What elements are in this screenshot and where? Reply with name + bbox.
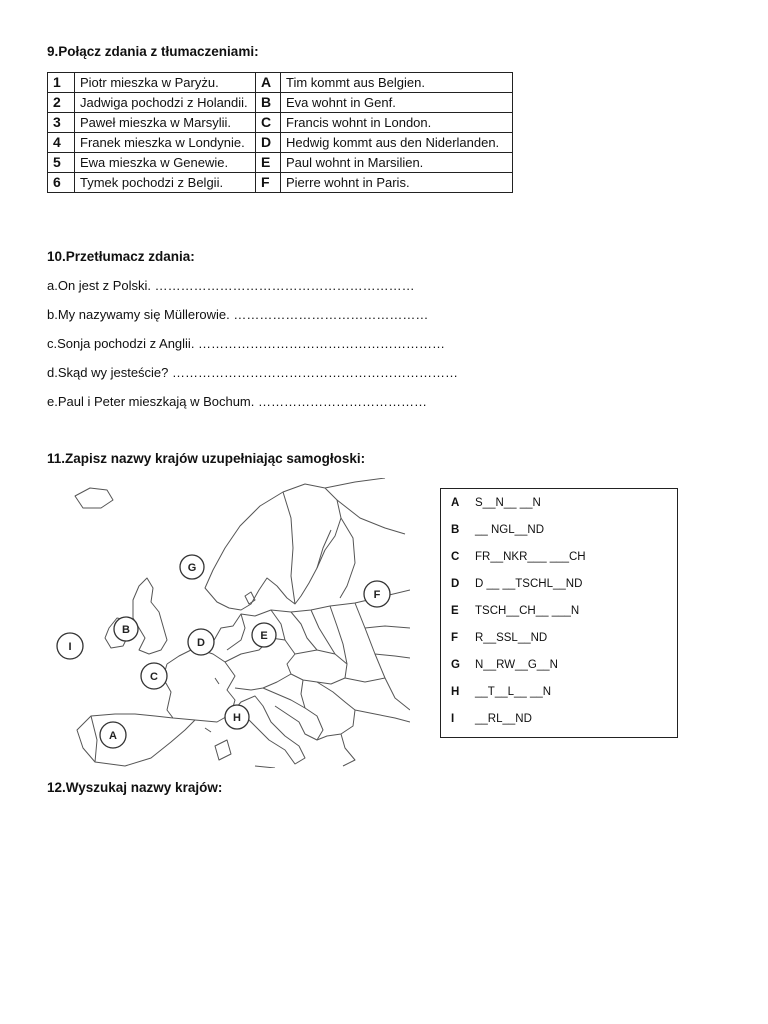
- row-letter: A: [256, 73, 281, 93]
- sentence-e: e.Paul i Peter mieszkają w Bochum. …………………………………: [47, 394, 427, 409]
- item-letter: C: [451, 551, 460, 563]
- sentence-a: a.On jest z Polski. ……………………………………………………: [47, 278, 415, 293]
- exercise-11-title: 11.Zapisz nazwy krajów uzupełniając samogłoski:: [47, 451, 366, 466]
- row-letter: C: [256, 113, 281, 133]
- list-item: [451, 659, 558, 671]
- list-item: [451, 524, 544, 536]
- sentence-b: b.My nazywamy się Müllerowie. ………………………………………: [47, 307, 429, 322]
- polish-sentence: Franek mieszka w Londynie.: [75, 133, 256, 153]
- item-letter: F: [451, 632, 459, 644]
- polish-sentence: Jadwiga pochodzi z Holandii.: [75, 93, 256, 113]
- german-sentence: Eva wohnt in Genf.: [281, 93, 513, 113]
- map-label-markers: [57, 555, 390, 748]
- europe-map: [55, 478, 410, 768]
- german-sentence: Pierre wohnt in Paris.: [281, 173, 513, 193]
- table-row: [48, 113, 513, 133]
- item-letter: B: [451, 524, 460, 536]
- exercise-10-title: 10.Przetłumacz zdania:: [47, 249, 195, 264]
- list-item: [451, 713, 532, 725]
- map-label-e: E: [260, 630, 268, 642]
- sentence-d: d.Skąd wy jesteście? …………………………………………………………: [47, 365, 459, 380]
- europe-outline-map: [55, 478, 410, 768]
- item-letter: H: [451, 686, 460, 698]
- item-text: __T__L__ __N: [475, 686, 552, 698]
- country-vowel-box: [440, 488, 678, 738]
- row-number: 4: [48, 133, 75, 153]
- german-sentence: Hedwig kommt aus den Niderlanden.: [281, 133, 513, 153]
- exercise-12-title: 12.Wyszukaj nazwy krajów:: [47, 780, 223, 795]
- german-sentence: Paul wohnt in Marsilien.: [281, 153, 513, 173]
- table-row: [48, 173, 513, 193]
- item-letter: I: [451, 713, 455, 725]
- table-row: [48, 153, 513, 173]
- item-text: S__N__ __N: [475, 497, 541, 509]
- list-item: [451, 497, 541, 509]
- german-sentence: Tim kommt aus Belgien.: [281, 73, 513, 93]
- table-row: [48, 93, 513, 113]
- item-text: N__RW__G__N: [475, 659, 558, 671]
- item-text: __RL__ND: [475, 713, 532, 725]
- row-letter: D: [256, 133, 281, 153]
- german-sentence: Francis wohnt in London.: [281, 113, 513, 133]
- row-letter: F: [256, 173, 281, 193]
- list-item: [451, 551, 586, 563]
- item-text: R__SSL__ND: [475, 632, 548, 644]
- polish-sentence: Piotr mieszka w Paryżu.: [75, 73, 256, 93]
- map-label-i: I: [68, 641, 72, 653]
- item-text: __ NGL__ND: [475, 524, 545, 536]
- item-letter: G: [451, 659, 460, 671]
- polish-sentence: Ewa mieszka w Genewie.: [75, 153, 256, 173]
- item-text: FR__NKR___ ___CH: [475, 551, 586, 563]
- list-item: [451, 686, 551, 698]
- row-number: 3: [48, 113, 75, 133]
- item-letter: E: [451, 605, 459, 617]
- row-letter: E: [256, 153, 281, 173]
- map-label-h: H: [233, 712, 241, 724]
- item-text: D __ __TSCHL__ND: [475, 578, 583, 590]
- map-label-g: G: [187, 562, 197, 574]
- map-label-a: A: [109, 730, 117, 742]
- list-item: [451, 605, 579, 617]
- polish-sentence: Paweł mieszka w Marsylii.: [75, 113, 256, 133]
- table-row: [48, 73, 513, 93]
- polish-sentence: Tymek pochodzi z Belgii.: [75, 173, 256, 193]
- map-label-c: C: [150, 671, 158, 683]
- exercise-9-title: 9.Połącz zdania z tłumaczeniami:: [47, 44, 259, 59]
- map-label-b: B: [122, 624, 130, 636]
- row-number: 6: [48, 173, 75, 193]
- row-number: 1: [48, 73, 75, 93]
- list-item: [451, 578, 582, 590]
- item-letter: D: [451, 578, 460, 590]
- item-letter: A: [451, 497, 460, 509]
- map-label-f: F: [373, 589, 381, 601]
- row-number: 5: [48, 153, 75, 173]
- table-row: [48, 133, 513, 153]
- matching-table: [47, 72, 513, 193]
- item-text: TSCH__CH__ ___N: [475, 605, 580, 617]
- row-number: 2: [48, 93, 75, 113]
- list-item: [451, 632, 547, 644]
- map-label-d: D: [197, 637, 205, 649]
- sentence-c: c.Sonja pochodzi z Anglii. …………………………………………………: [47, 336, 446, 351]
- row-letter: B: [256, 93, 281, 113]
